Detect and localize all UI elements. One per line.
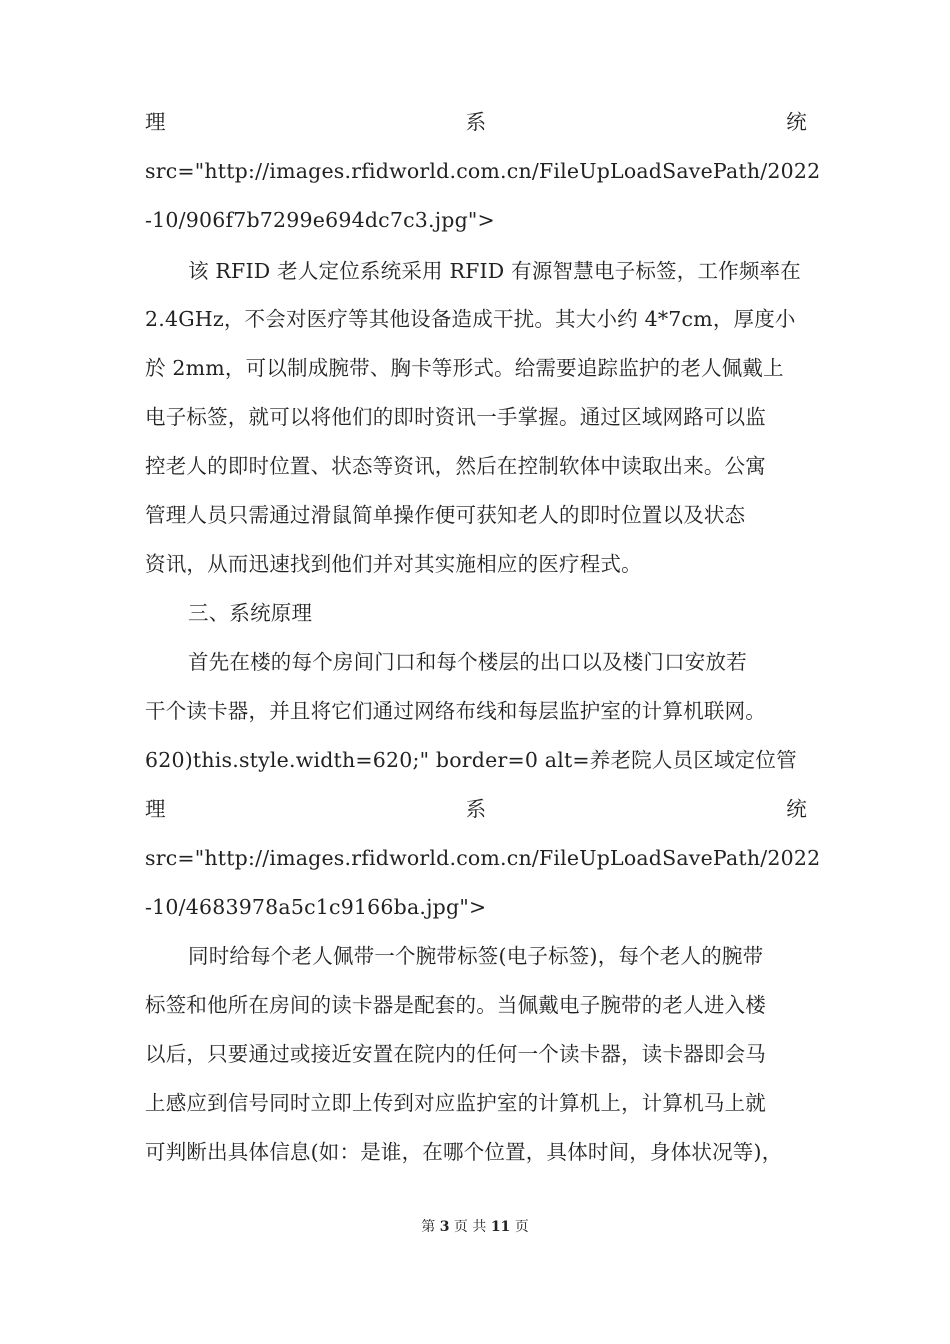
text-line-spread [145, 107, 807, 137]
text-line: src="http://images.rfidworld.com.cn/FileUpLoadSavePath/2022 [145, 846, 821, 870]
text-line: 干个读卡器，并且将它们通过网络布线和每层监护室的计算机联网。 [145, 699, 766, 723]
text-line: 控老人的即时位置、状态等资讯，然后在控制软体中读取出来。公寓 [145, 454, 766, 478]
line-part: 统 [786, 110, 807, 134]
text-line: 电子标签，就可以将他们的即时资讯一手掌握。通过区域网路可以监 [145, 405, 766, 429]
text-line: 上感应到信号同时立即上传到对应监护室的计算机上，计算机马上就 [145, 1091, 766, 1115]
page-footer [0, 1217, 950, 1237]
text-line: 资讯，从而迅速找到他们并对其实施相应的医疗程式。 [145, 552, 642, 576]
paragraph-first-line: 同时给每个老人佩带一个腕带标签(电子标签)，每个老人的腕带 [188, 944, 764, 968]
text-line: 2.4GHz，不会对医疗等其他设备造成干扰。其大小约 4*7cm，厚度小 [145, 307, 796, 331]
text-line-spread [145, 794, 807, 824]
text-line: 管理人员只需通过滑鼠简单操作便可获知老人的即时位置以及状态 [145, 503, 746, 527]
footer-prefix: 第 [421, 1219, 436, 1235]
text-line: 可判断出具体信息(如：是谁，在哪个位置，具体时间，身体状况等)， [145, 1140, 783, 1164]
line-part: 统 [786, 797, 807, 821]
text-line: -10/906f7b7299e694dc7c3.jpg"> [145, 208, 495, 232]
text-line: src="http://images.rfidworld.com.cn/FileUpLoadSavePath/2022 [145, 159, 821, 183]
total-page-count: 11 [490, 1219, 511, 1235]
line-part: 系 [465, 110, 487, 134]
section-heading: 三、系统原理 [188, 601, 313, 625]
text-line: 620)this.style.width=620;" border=0 alt=养老院人员区域定位管 [145, 748, 797, 772]
paragraph-first-line: 该 RFID 老人定位系统采用 RFID 有源智慧电子标签，工作频率在 [188, 259, 801, 283]
footer-suffix: 页 [514, 1219, 529, 1235]
current-page-number: 3 [439, 1219, 450, 1235]
text-line: -10/4683978a5c1c9166ba.jpg"> [145, 895, 487, 919]
text-line: 以后，只要通过或接近安置在院内的任何一个读卡器，读卡器即会马 [145, 1042, 766, 1066]
paragraph-first-line: 首先在楼的每个房间门口和每个楼层的出口以及楼门口安放若 [188, 650, 747, 674]
text-line: 标签和他所在房间的读卡器是配套的。当佩戴电子腕带的老人进入楼 [145, 993, 766, 1017]
line-part: 系 [465, 797, 487, 821]
footer-middle: 页 共 [453, 1219, 487, 1235]
line-part: 理 [145, 110, 166, 134]
text-line: 於 2mm，可以制成腕带、胸卡等形式。给需要追踪监护的老人佩戴上 [145, 356, 784, 380]
line-part: 理 [145, 797, 166, 821]
